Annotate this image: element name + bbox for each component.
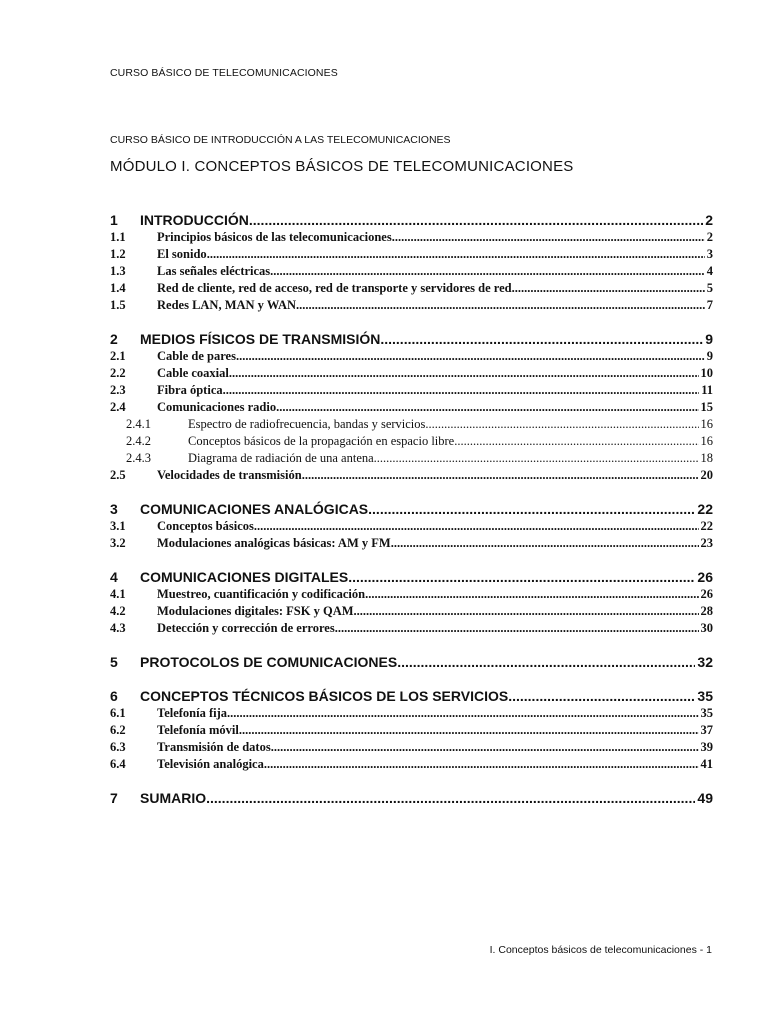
toc-number: 6.1 xyxy=(110,706,126,720)
toc-title: Detección y corrección de errores xyxy=(157,621,335,635)
toc-entry-3-1 xyxy=(110,518,713,535)
toc-page: 16 xyxy=(700,434,713,448)
toc-title: Cable coaxial xyxy=(157,366,229,380)
toc-page: 35 xyxy=(697,688,713,704)
toc-title: Cable de pares xyxy=(157,349,236,363)
toc-number: 3.2 xyxy=(110,536,126,550)
toc-number: 3.1 xyxy=(110,519,126,533)
toc-title: PROTOCOLOS DE COMUNICACIONES xyxy=(140,654,398,670)
toc-page: 41 xyxy=(700,757,713,771)
running-header: CURSO BÁSICO DE TELECOMUNICACIONES xyxy=(110,67,338,79)
dot-leader xyxy=(302,467,699,484)
dot-leader xyxy=(249,211,703,229)
toc-number: 4.1 xyxy=(110,587,126,601)
dot-leader xyxy=(239,722,699,739)
toc-title: INTRODUCCIÓN xyxy=(140,212,249,228)
toc-title: Red de cliente, red de acceso, red de transporte y servidores de red xyxy=(157,281,512,295)
dot-leader xyxy=(223,382,700,399)
toc-entry-4-3 xyxy=(110,620,713,637)
dot-leader xyxy=(397,653,695,671)
toc-title: COMUNICACIONES ANALÓGICAS xyxy=(140,501,369,517)
toc-title: Modulaciones analógicas básicas: AM y FM xyxy=(157,536,391,550)
toc-entry-2-4 xyxy=(110,399,713,416)
toc-title: El sonido xyxy=(157,247,207,261)
toc-entry-2-4-1 xyxy=(110,416,713,433)
dot-leader xyxy=(392,229,705,246)
course-title: CURSO BÁSICO DE INTRODUCCIÓN A LAS TELECOMUNICACIONES xyxy=(110,134,451,146)
dot-leader xyxy=(227,705,698,722)
toc-page: 18 xyxy=(700,451,713,465)
dot-leader xyxy=(374,450,699,467)
toc-page: 49 xyxy=(697,790,713,806)
toc-number: 4.3 xyxy=(110,621,126,635)
toc-entry-1-4 xyxy=(110,280,713,297)
toc-entry-2-4-3 xyxy=(110,450,713,467)
toc-number: 3 xyxy=(110,501,118,517)
dot-leader xyxy=(254,518,699,535)
toc-number: 2.1 xyxy=(110,349,126,363)
toc-title: Principios básicos de las telecomunicaciones xyxy=(157,230,392,244)
toc-number: 7 xyxy=(110,790,118,806)
toc-number: 5 xyxy=(110,654,118,670)
toc-title: Las señales eléctricas xyxy=(157,264,271,278)
toc-page: 22 xyxy=(697,501,713,517)
toc-number: 6.3 xyxy=(110,740,126,754)
dot-leader xyxy=(296,297,705,314)
toc-title: Televisión analógica xyxy=(157,757,264,771)
toc-title: Conceptos básicos xyxy=(157,519,254,533)
toc-entry-6-4 xyxy=(110,756,713,773)
toc-page: 5 xyxy=(706,281,713,295)
dot-leader xyxy=(354,603,699,620)
module-title: MÓDULO I. CONCEPTOS BÁSICOS DE TELECOMUNICACIONES xyxy=(110,158,574,175)
toc-page: 22 xyxy=(700,519,713,533)
dot-leader xyxy=(264,756,699,773)
dot-leader xyxy=(380,330,703,348)
toc-number: 4 xyxy=(110,569,118,585)
toc-entry-2-2 xyxy=(110,365,713,382)
dot-leader xyxy=(391,535,699,552)
toc-number: 6.4 xyxy=(110,757,126,771)
toc-entry-1-3 xyxy=(110,263,713,280)
toc-entry-2-1 xyxy=(110,348,713,365)
toc-page: 37 xyxy=(700,723,713,737)
toc-page: 26 xyxy=(697,569,713,585)
toc-entry-1-1 xyxy=(110,229,713,246)
toc-entry-1-5 xyxy=(110,297,713,314)
toc-number: 1.5 xyxy=(110,298,126,312)
toc-number: 2.2 xyxy=(110,366,126,380)
dot-leader xyxy=(348,568,695,586)
toc-page: 10 xyxy=(700,366,713,380)
toc-number: 1 xyxy=(110,212,118,228)
toc-entry-6 xyxy=(110,687,713,705)
toc-number: 2.3 xyxy=(110,383,126,397)
toc-title: CONCEPTOS TÉCNICOS BÁSICOS DE LOS SERVICIOS xyxy=(140,688,509,704)
dot-leader xyxy=(206,789,695,807)
toc-number: 2.5 xyxy=(110,468,126,482)
toc-title: Transmisión de datos xyxy=(157,740,271,754)
toc-page: 23 xyxy=(700,536,713,550)
toc-entry-5 xyxy=(110,653,713,671)
toc-title: Redes LAN, MAN y WAN xyxy=(157,298,297,312)
toc-title: MEDIOS FÍSICOS DE TRANSMISIÓN xyxy=(140,331,381,347)
toc-title: Comunicaciones radio xyxy=(157,400,277,414)
dot-leader xyxy=(229,365,699,382)
toc-entry-6-3 xyxy=(110,739,713,756)
toc-entry-2-4-2 xyxy=(110,433,713,450)
toc-number: 2.4.2 xyxy=(126,434,151,448)
toc-number: 6 xyxy=(110,688,118,704)
toc-entry-1-2 xyxy=(110,246,713,263)
toc-title: Telefonía móvil xyxy=(157,723,239,737)
toc-title: Fibra óptica xyxy=(157,383,223,397)
toc-number: 1.1 xyxy=(110,230,126,244)
toc-page: 32 xyxy=(697,654,713,670)
dot-leader xyxy=(512,280,705,297)
toc-entry-2-5 xyxy=(110,467,713,484)
toc-entry-4-1 xyxy=(110,586,713,603)
toc-entry-3 xyxy=(110,500,713,518)
toc-entry-7 xyxy=(110,789,713,807)
toc-page: 3 xyxy=(706,247,713,261)
toc-page: 16 xyxy=(700,417,713,431)
toc-number: 6.2 xyxy=(110,723,126,737)
dot-leader xyxy=(454,433,698,450)
toc-entry-2 xyxy=(110,330,713,348)
toc-page: 9 xyxy=(706,349,713,363)
toc-page: 26 xyxy=(700,587,713,601)
toc-entry-6-2 xyxy=(110,722,713,739)
dot-leader xyxy=(270,263,705,280)
toc-page: 9 xyxy=(705,331,713,347)
toc-page: 39 xyxy=(700,740,713,754)
toc-page: 7 xyxy=(706,298,713,312)
toc-title: Espectro de radiofrecuencia, bandas y servicios xyxy=(188,417,426,431)
toc-title: Telefonía fija xyxy=(157,706,228,720)
dot-leader xyxy=(425,416,698,433)
toc-page: 15 xyxy=(700,400,713,414)
toc-page: 30 xyxy=(700,621,713,635)
toc-title: Conceptos básicos de la propagación en espacio libre xyxy=(188,434,455,448)
toc-number: 2.4.3 xyxy=(126,451,151,465)
toc-page: 35 xyxy=(700,706,713,720)
toc-page: 28 xyxy=(700,604,713,618)
page-footer: I. Conceptos básicos de telecomunicaciones - 1 xyxy=(489,944,712,956)
toc-entry-2-3 xyxy=(110,382,713,399)
toc-title: Diagrama de radiación de una antena xyxy=(188,451,374,465)
toc-page: 2 xyxy=(706,230,713,244)
toc-number: 1.3 xyxy=(110,264,126,278)
toc-entry-6-1 xyxy=(110,705,713,722)
dot-leader xyxy=(207,246,705,263)
toc-title: Modulaciones digitales: FSK y QAM xyxy=(157,604,354,618)
table-of-contents xyxy=(110,211,713,807)
dot-leader xyxy=(368,500,695,518)
dot-leader xyxy=(365,586,698,603)
toc-number: 1.2 xyxy=(110,247,126,261)
toc-number: 1.4 xyxy=(110,281,126,295)
dot-leader xyxy=(271,739,699,756)
toc-title: COMUNICACIONES DIGITALES xyxy=(140,569,349,585)
toc-entry-4-2 xyxy=(110,603,713,620)
toc-number: 2 xyxy=(110,331,118,347)
toc-entry-4 xyxy=(110,568,713,586)
toc-title: Muestreo, cuantificación y codificación xyxy=(157,587,366,601)
dot-leader xyxy=(276,399,698,416)
toc-page: 20 xyxy=(700,468,713,482)
toc-entry-3-2 xyxy=(110,535,713,552)
dot-leader xyxy=(335,620,699,637)
toc-number: 2.4 xyxy=(110,400,126,414)
dot-leader xyxy=(236,348,705,365)
dot-leader xyxy=(508,687,695,705)
toc-page: 2 xyxy=(705,212,713,228)
toc-page: 4 xyxy=(706,264,713,278)
toc-title: Velocidades de transmisión xyxy=(157,468,302,482)
toc-number: 4.2 xyxy=(110,604,126,618)
toc-page: 11 xyxy=(701,383,713,397)
toc-entry-1 xyxy=(110,211,713,229)
toc-title: SUMARIO xyxy=(140,790,207,806)
toc-number: 2.4.1 xyxy=(126,417,151,431)
